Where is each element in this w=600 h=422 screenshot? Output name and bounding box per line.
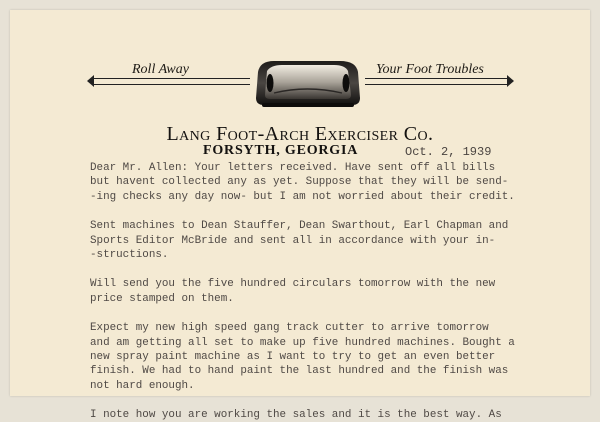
letter-date: Oct. 2, 1939 (405, 145, 492, 159)
letter-line: Will send you the five hundred circulars tomorrow with the new (90, 278, 496, 291)
company-location: FORSYTH, GEORGIA (203, 143, 359, 158)
letter-line: not hard enough. (90, 379, 195, 392)
slogan-right: Your Foot Troubles (376, 62, 484, 77)
company-name: Lang Foot-Arch Exerciser Co. (166, 123, 434, 145)
letter-line: and am getting all set to make up five hundred machines. Bought a (90, 336, 515, 349)
letter-paragraph (90, 321, 586, 393)
foot-arch-exerciser-icon (250, 57, 365, 109)
letter-line: finish. We had to hand paint the last hundred and the finish was (90, 365, 509, 378)
letter-line: -structions. (90, 248, 169, 261)
letter-line: I note how you are working the sales and it is the best way. As (90, 409, 502, 422)
letter-line: -ing checks any day now- but I am not worried about their credit. (90, 190, 515, 203)
letter-paragraph (90, 277, 586, 306)
letter-line: Sent machines to Dean Stauffer, Dean Swarthout, Earl Chapman and (90, 220, 509, 233)
letter-line: new spray paint machine as I want to try to get an even better (90, 350, 496, 363)
letter-line: Sports Editor McBride and sent all in accordance with your in- (90, 234, 496, 247)
rule-left (94, 78, 250, 85)
letter-paragraph (90, 408, 586, 422)
letter-line: price stamped on them. (90, 292, 234, 305)
letter-paragraph (90, 161, 586, 204)
letter-sheet (10, 10, 590, 422)
letter-line: Dear Mr. Allen: Your letters received. Have sent off all bills (90, 162, 496, 174)
letter-body (90, 161, 586, 422)
slogan-left: Roll Away (132, 62, 189, 77)
letter-line: Expect my new high speed gang track cutter to arrive tomorrow (90, 322, 489, 335)
rule-right (365, 78, 507, 85)
letter-paragraph (90, 219, 586, 262)
letter-line: but havent collected any as yet. Suppose that they will be send- (90, 176, 509, 189)
